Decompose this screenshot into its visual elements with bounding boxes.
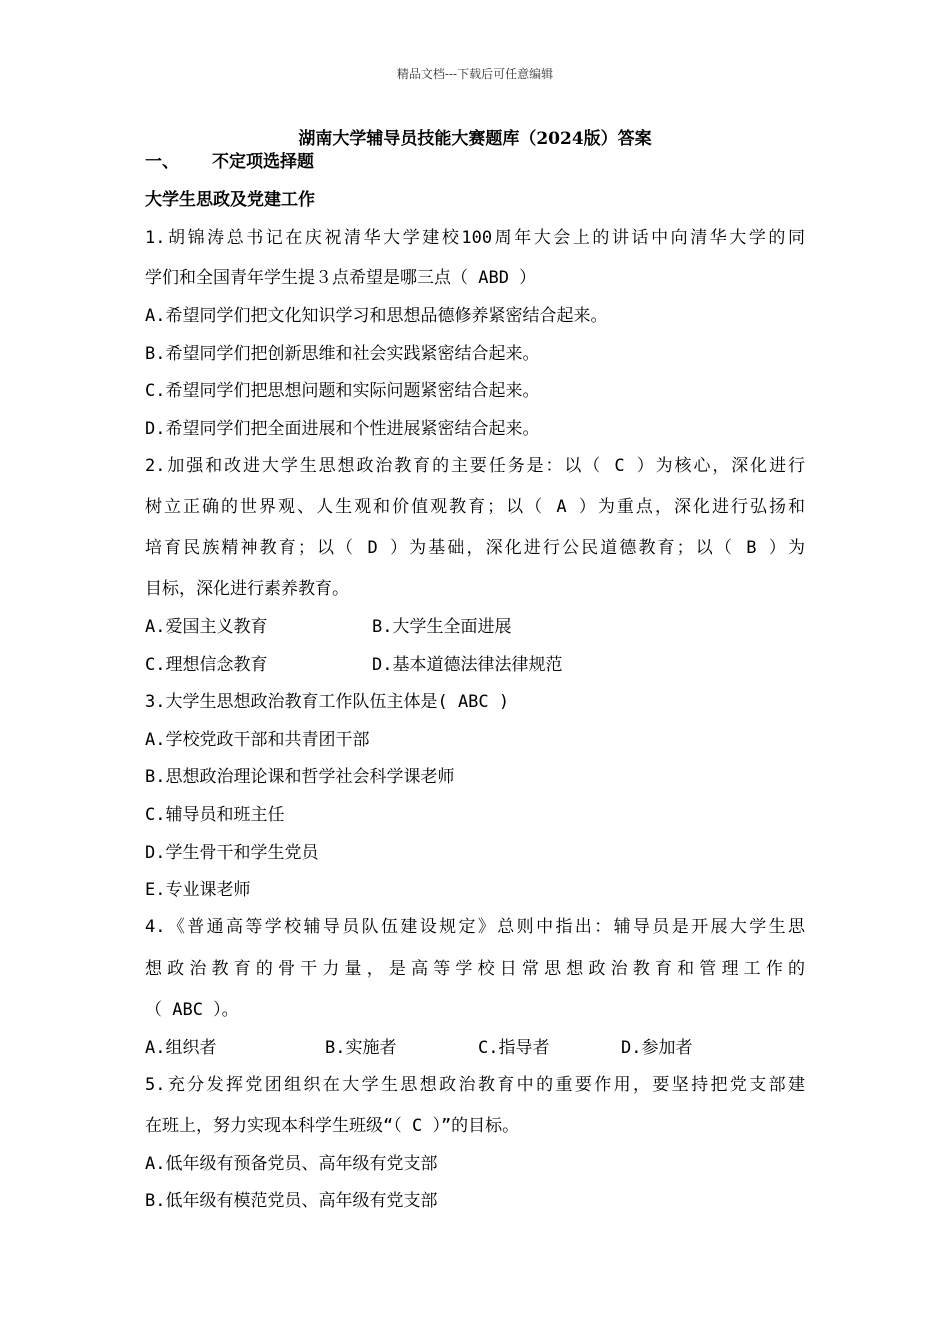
question-2-line-2: 树立正确的世界观、人生观和价值观教育；以（ A ）为重点，深化进行弘扬和: [145, 497, 805, 517]
question-2-option-d: D.基本道德法律法律规范: [372, 655, 563, 675]
document-title: 湖南大学辅导员技能大赛题库（2024版）答案: [298, 129, 652, 149]
question-5-option-a: A.低年级有预备党员、高年级有党支部: [145, 1154, 438, 1174]
question-3-option-e: E.专业课老师: [145, 880, 251, 900]
question-4-line-2: 想政治教育的骨干力量，是高等学校日常思想政治教育和管理工作的: [145, 959, 805, 979]
question-2-line-1: 2.加强和改进大学生思想政治教育的主要任务是：以（ C ）为核心，深化进行: [145, 456, 805, 476]
question-4-line-3: （ ABC ）。: [145, 1000, 239, 1020]
question-1-option-c: C.希望同学们把思想问题和实际问题紧密结合起来。: [145, 381, 540, 401]
question-4-option-d: D.参加者: [621, 1038, 693, 1058]
question-1-option-a: A.希望同学们把文化知识学习和思想品德修养紧密结合起来。: [145, 306, 608, 326]
question-4-option-b: B.实施者: [325, 1038, 397, 1058]
question-3-option-b: B.思想政治理论课和哲学社会科学课老师: [145, 767, 455, 787]
question-2-option-b: B.大学生全面进展: [372, 617, 512, 637]
question-3-line-1: 3.大学生思想政治教育工作队伍主体是( ABC ): [145, 692, 510, 712]
question-4-option-a: A.组织者: [145, 1038, 217, 1058]
question-1-line-1: 1.胡锦涛总书记在庆祝清华大学建校100周年大会上的讲话中向清华大学的同: [145, 228, 805, 248]
question-5-option-b: B.低年级有模范党员、高年级有党支部: [145, 1191, 438, 1211]
question-1-option-d: D.希望同学们把全面进展和个性进展紧密结合起来。: [145, 419, 540, 439]
page-header: 精品文档---下载后可任意编辑: [396, 67, 554, 81]
question-2-option-a: A.爱国主义教育: [145, 617, 268, 637]
question-5-line-1: 5.充分发挥党团组织在大学生思想政治教育中的重要作用，要坚持把党支部建: [145, 1075, 805, 1095]
question-5-line-2: 在班上，努力实现本科学生班级“（ C ）”的目标。: [145, 1116, 520, 1136]
question-4-line-1: 4.《普通高等学校辅导员队伍建设规定》总则中指出：辅导员是开展大学生思: [145, 917, 805, 937]
question-2-option-c: C.理想信念教育: [145, 655, 268, 675]
subsection-title: 大学生思政及党建工作: [145, 190, 315, 210]
question-4-option-c: C.指导者: [478, 1038, 550, 1058]
section-title: 不定项选择题: [212, 152, 314, 172]
question-1-line-2: 学们和全国青年学生提３点希望是哪三点（ ABD ）: [145, 268, 537, 288]
question-1-option-b: B.希望同学们把创新思维和社会实践紧密结合起来。: [145, 344, 540, 364]
question-3-option-d: D.学生骨干和学生党员: [145, 843, 319, 863]
question-3-option-a: A.学校党政干部和共青团干部: [145, 730, 370, 750]
question-2-line-3: 培育民族精神教育；以（ D ）为基础，深化进行公民道德教育；以（ B ）为: [145, 538, 805, 558]
question-3-option-c: C.辅导员和班主任: [145, 805, 285, 825]
question-2-line-4: 目标，深化进行素养教育。: [145, 579, 349, 599]
section-number: 一、: [145, 152, 179, 172]
